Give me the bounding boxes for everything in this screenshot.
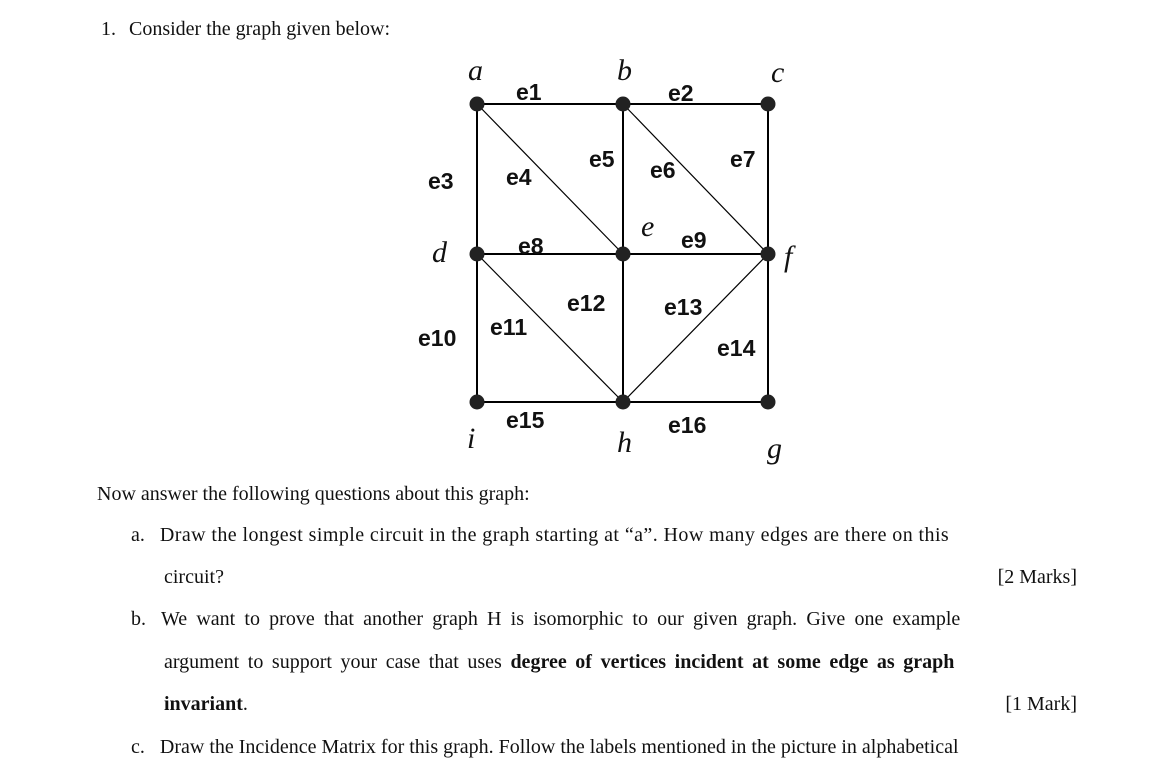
part-c-text: Draw the Incidence Matrix for this graph. Follow the labels mentioned in the picture in alphabetical (159, 736, 959, 758)
vertex-label-i: i (467, 422, 476, 455)
vertex-label-a: a (468, 54, 483, 87)
edge-label-e10: e10 (418, 325, 457, 351)
vertex-label-e: e (641, 210, 655, 243)
edge-e4 (477, 104, 623, 254)
vertex-labels (432, 54, 796, 465)
part-b-line3 (164, 693, 248, 716)
edge-label-e16: e16 (668, 412, 707, 438)
vertex-label-h: h (617, 426, 632, 459)
part-a-line2: circuit? (164, 566, 224, 588)
part-b-line1 (131, 608, 960, 631)
question-prompt: Consider the graph given below: (129, 18, 391, 40)
part-c-line1 (131, 736, 959, 759)
vertex-c (761, 97, 776, 112)
part-a-text: Draw the longest simple circuit in the graph starting at “a”. How many edges are there on this (159, 524, 950, 546)
vertex-label-f: f (784, 240, 793, 273)
edge-label-e5: e5 (589, 146, 615, 172)
vertex-i (470, 395, 485, 410)
edge-label-e7: e7 (730, 146, 756, 172)
vertex-label-d: d (432, 236, 447, 269)
vertex-d (470, 247, 485, 262)
part-b-line2-plain: argument to support your case that uses (164, 651, 511, 673)
part-b-text: We want to prove that another graph H is isomorphic to our given graph. Give one example (161, 608, 961, 630)
vertex-g (761, 395, 776, 410)
part-b-line2 (164, 651, 954, 674)
edge-label-e8: e8 (518, 233, 544, 259)
edge-label-e3: e3 (428, 168, 454, 194)
vertex-label-c: c (771, 56, 785, 89)
edge-e13 (623, 254, 768, 402)
vertex-a (470, 97, 485, 112)
edge-label-e6: e6 (650, 157, 676, 183)
part-b-line2-bold: degree of vertices incident at some edge as graph (510, 651, 955, 673)
part-b-letter: b. (131, 608, 146, 630)
vertex-f (761, 247, 776, 262)
part-b-marks: [1 Mark] (1005, 693, 1077, 715)
edge-label-e9: e9 (681, 227, 707, 253)
part-c-letter: c. (131, 736, 145, 758)
edge-label-e15: e15 (506, 407, 545, 433)
part-a-line1 (131, 524, 949, 547)
part-b-line3-end: . (242, 693, 248, 715)
edge-label-e13: e13 (664, 294, 703, 320)
edge-label-e12: e12 (567, 290, 606, 316)
vertex-label-g: g (767, 432, 782, 465)
edge-label-e2: e2 (668, 80, 694, 106)
edge-label-e14: e14 (717, 335, 756, 361)
followup-text: Now answer the following questions about this graph: (97, 483, 530, 505)
part-a-marks: [2 Marks] (997, 566, 1077, 588)
edge-label-e4: e4 (506, 164, 532, 190)
vertex-h (616, 395, 631, 410)
edge-label-e11: e11 (490, 314, 528, 340)
vertex-label-b: b (617, 54, 632, 87)
vertex-e (616, 247, 631, 262)
vertex-b (616, 97, 631, 112)
edge-label-e1: e1 (516, 79, 542, 105)
question-number: 1. (101, 18, 116, 40)
part-b-line3-bold: invariant (164, 693, 243, 715)
edge-labels (418, 79, 756, 438)
part-a-letter: a. (131, 524, 145, 546)
